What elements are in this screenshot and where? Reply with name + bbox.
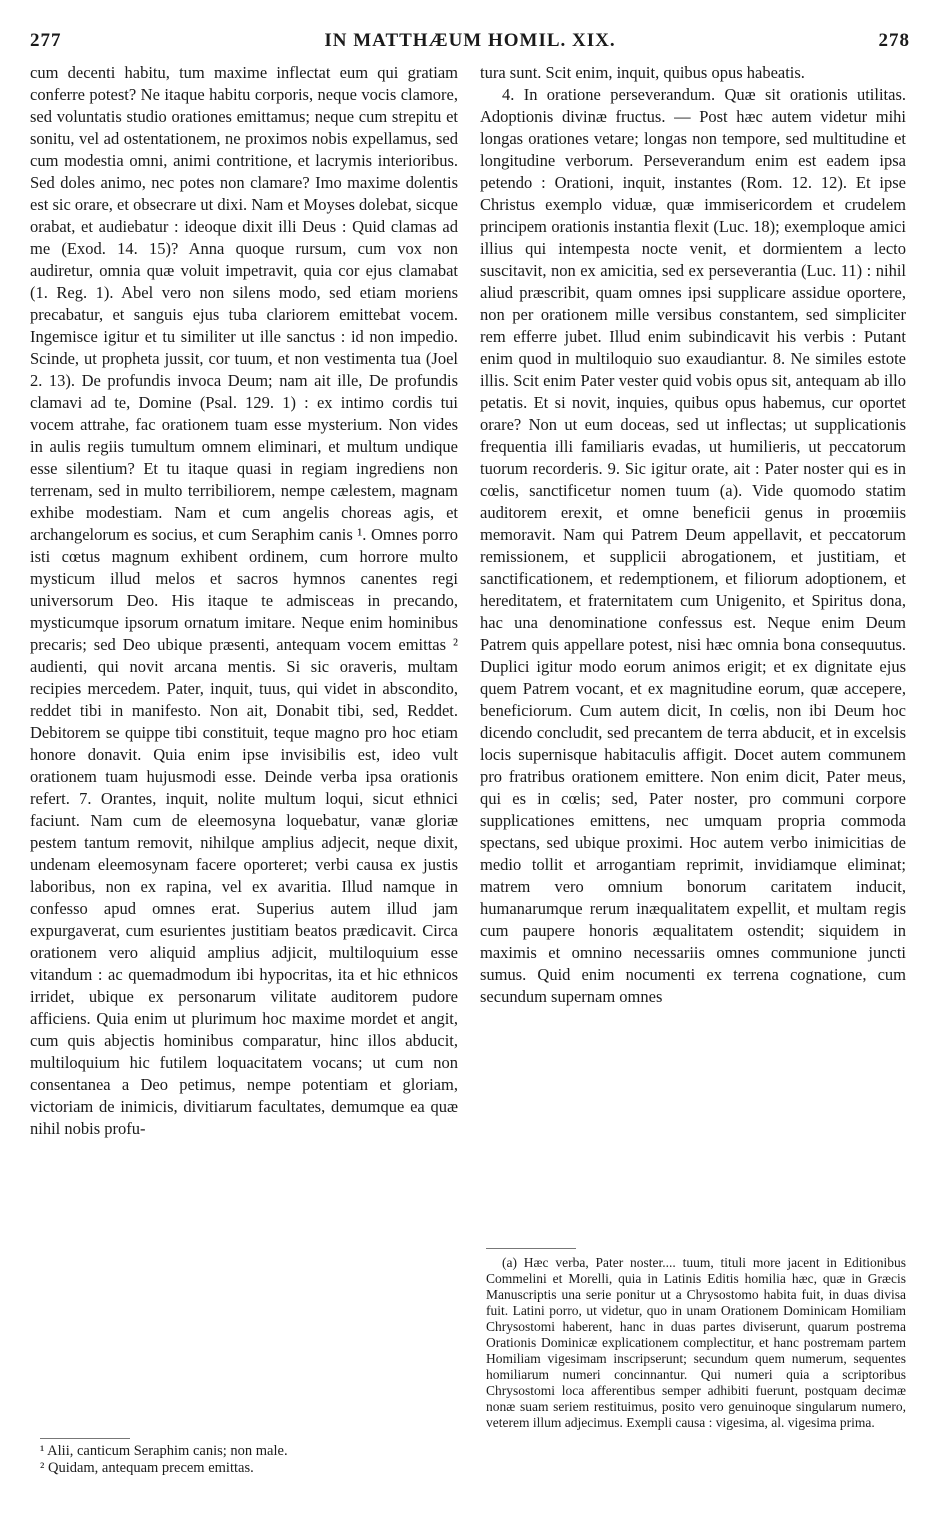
running-title: IN MATTHÆUM HOMIL. XIX. (324, 30, 616, 51)
left-footnotes (40, 1443, 460, 1477)
page-number-left: 277 (30, 30, 62, 51)
right-paragraph-2: 4. In oratione perseverandum. Quæ sit orationis utilitas. Adoptionis divinæ fructus. — Post hæc autem videtur mihi longas orationes vetare; longas non tempore, sed multitudine et longitudine verborum. Perseverandum enim est eadem ipsa petendo : Orationi, inquit, instantes (Rom. 12. 12). Et ipse Christus exemplo viduæ, quæ immisericordem et crudelem principem orationis instantia flexit (Luc. 18); exemploque amici illius qui intempesta nocte venit, et dormientem a lecto suscitavit, non ex amicitia, sed ex perseverantia (Luc. 11) : nihil aliud præscribit, quam omnes ipsi supplicare assidue oportere, non per orationem mille versibus constantem, sed simpliciter rem efferre jubet. Illud enim subindicavit his verbis : Putant enim quod in multiloquio suo exaudiantur. 8. Ne similes estote illis. Scit enim Pater vester quid vobis opus sit, antequam ab illo petatis. Et si novit, inquies, quibus opus habemus, cur oportet orare? Non ut eum doceas, sed ut inflectas; ut supplicationis frequentia illi familiaris evadas, ut humilieris, ut peccatorum tuorum recorderis. 9. Sic igitur orate, ait : Pater noster qui es in cœlis, sanctificetur nomen tuum (a). Vide quomodo statim auditorem erexit, et omne beneficii genus in proœmiis memoravit. Nam qui Patrem Deum appellavit, et peccatorum remissionem, et supplicii abrogationem, et justitiam, et sanctificationem, et redemptionem, et filiorum adoptionem, et hereditatem, et fraternitatem cum Unigenito, et Spiritus dona, hac una denominatione confessus est. Neque enim Deum Patrem quis appellare potest, nisi hæc omnia bona consequutus. Duplici igitur modo eorum animos erigit; et ex dignitate ejus quem Patrem vocant, et ex magnitudine eorum, quæ accepere, beneficiorum. Cum autem dicit, In cœlis, non ibi Deum hoc dicendo concludit, sed precantem de terra abducit, et in excelsis locis supernisque habitaculis affigit. Docet autem communem pro fratribus orationem emittere. Non enim dicit, Pater meus, qui es in cœlis; sed, Pater noster, pro communi corpore supplicationes emittens, nec umquam propria commoda spectans, sed ubique proximi. Hoc autem verbo inimicitias de medio tollit et arrogantiam reprimit, invidiamque eliminat; matrem vero omnium bonorum caritatem inducit, humanarumque rerum inæqualitatem expellit, et multam regis cum paupere honoris æqualitatem ostendit; siquidem in maximis et omnino necessariis omnes communione juncti sumus. Quid enim nocumenti ex terrena cognatione, cum secundum supernam omnes (480, 85, 906, 1006)
page-number-right: 278 (878, 30, 910, 51)
left-column (30, 62, 458, 1140)
footnote-2: ² Quidam, antequam precem emittas. (40, 1460, 254, 1476)
right-column (480, 62, 906, 1008)
right-paragraph-1: tura sunt. Scit enim, inquit, quibus opus habeatis. (480, 63, 805, 82)
footnote-1: ¹ Alii, canticum Seraphim canis; non male. (40, 1443, 288, 1459)
left-footnote-rule (40, 1438, 130, 1439)
right-footnote-rule (486, 1248, 576, 1249)
right-footnote (486, 1255, 906, 1431)
left-paragraph-1: cum decenti habitu, tum maxime inflectat eum qui gratiam conferre potest? Ne itaque habitu corporis, neque vocis clamore, sed voluntatis studio orationes emittamus; neque cum strepitu et sonitu, vel ad ostentationem, ne proximos nobis expellamus, sed cum modestia omni, animi contritione, et lacrymis interioribus. Sed doles animo, nec potes non clamare? Imo maxime dolentis est sic orare, et obsecrare ut dixi. Nam et Moyses dolebat, sicque orabat, et audiebatur : ideoque dixit illi Deus : Quid clamas ad me (Exod. 14. 15)? Anna quoque rursum, cum vox non audiretur, omnia quæ voluit impetravit, quia cor ejus clamabat (1. Reg. 1). Abel vero non silens modo, sed etiam moriens precabatur, et sanguis ejus tuba clariorem emittebat vocem. Ingemisce igitur et tu similiter ut ille sanctus : id non impedio. Scinde, ut propheta jussit, cor tuum, et non vestimenta tua (Joel 2. 13). De profundis invoca Deum; nam ait ille, De profundis clamavi ad te, Domine (Psal. 129. 1) : ex intimo cordis tui vocem attrahe, fac orationem tuam esse mysterium. Non vides in aulis regiis tumultum omnem eliminari, et multum undique esse silentium? Et tu itaque quasi in regiam ingrediens non terrenam, sed in multo terribiliorem, nempe cælestem, magnam exhibe modestiam. Nam et cum angelis choreas agis, et archangelorum es socius, et cum Seraphim canis ¹. Omnes porro isti cœtus magnum exhibent ordinem, cum horrore multo mysticum illud melos et sacros hymnos canentes regi universorum Deo. His itaque te admisceas in precando, mysticumque ipsorum ornatum imitare. Neque enim hominibus precaris; sed Deo ubique præsenti, antequam vocem emittas ² audienti, qui novit arcana mentis. Si sic oraveris, multam recipies mercedem. Pater, inquit, tuus, qui videt in abscondito, reddet tibi in manifesto. Non ait, Donabit tibi, sed, Reddet. Debitorem se quippe tibi constituit, teque magno pro hoc etiam honore donavit. Quia enim ipse invisibilis est, ideo vult orationem tuam hujusmodi esse. Deinde verba ipsa orationis refert. 7. Orantes, inquit, nolite multum loqui, sicut ethnici faciunt. Nam cum de eleemosyna loquebatur, vanæ gloriæ pestem tantum removit, nihilque amplius adjecit, neque dixit, undenam eleemosynam facere oporteret; verbi causa ex justis laboribus, non ex rapina, vel ex avaritia. Illud namque in confesso apud omnes erat. Superius autem illud jam expurgaverat, cum esurientes justitiam beatos prædicavit. Circa orationem vero aliquid amplius adjicit, multiloquium esse vitandum : ac quemadmodum ibi hypocritas, ita et hic ethnicos irridet, ubique ex personarum vilitate auditorem pudore afficiens. Quia enim ut plurimum hoc maxime mordet et angit, cum quis abjectis hominibus comparatur, hinc illos abducit, multiloquium hic futilem loquacitatem vocans; ut cum non consentanea a Deo petimus, nempe potentiam et gloriam, victoriam de inimicis, divitiarum facultates, demumque ea quæ nihil nobis profu- (30, 63, 458, 1138)
footnote-a: (a) Hæc verba, Pater noster.... tuum, tituli more jacent in Editionibus Commelini et Morelli, quia in Latinis Editis homilia hæc, quæ in Græcis Manuscriptis una serie ponitur ut a Chrysostomo habita fuit, in duas divisa fuit. Latini porro, ut videtur, quo in unam Orationem Dominicam Homiliam Chrysostomi haberent, hanc in duas partes diviserunt, quarum postrema Orationis Dominicæ explicationem complectitur, et hanc postremam partem Homiliam vigesimam inscripserunt; secundum quem numerum, sequentes homiliarum numeri concinnantur. Qui numeri quia a scriptoribus Chrysostomi loca afferentibus semper adhibiti fuerunt, postquam decimæ nonæ suam seriem restituimus, posito vero genuinoque singularum numero, veterem illum adjecimus. Exempli causa : vigesima, al. vigesima prima. (486, 1255, 906, 1430)
running-header (30, 30, 910, 60)
